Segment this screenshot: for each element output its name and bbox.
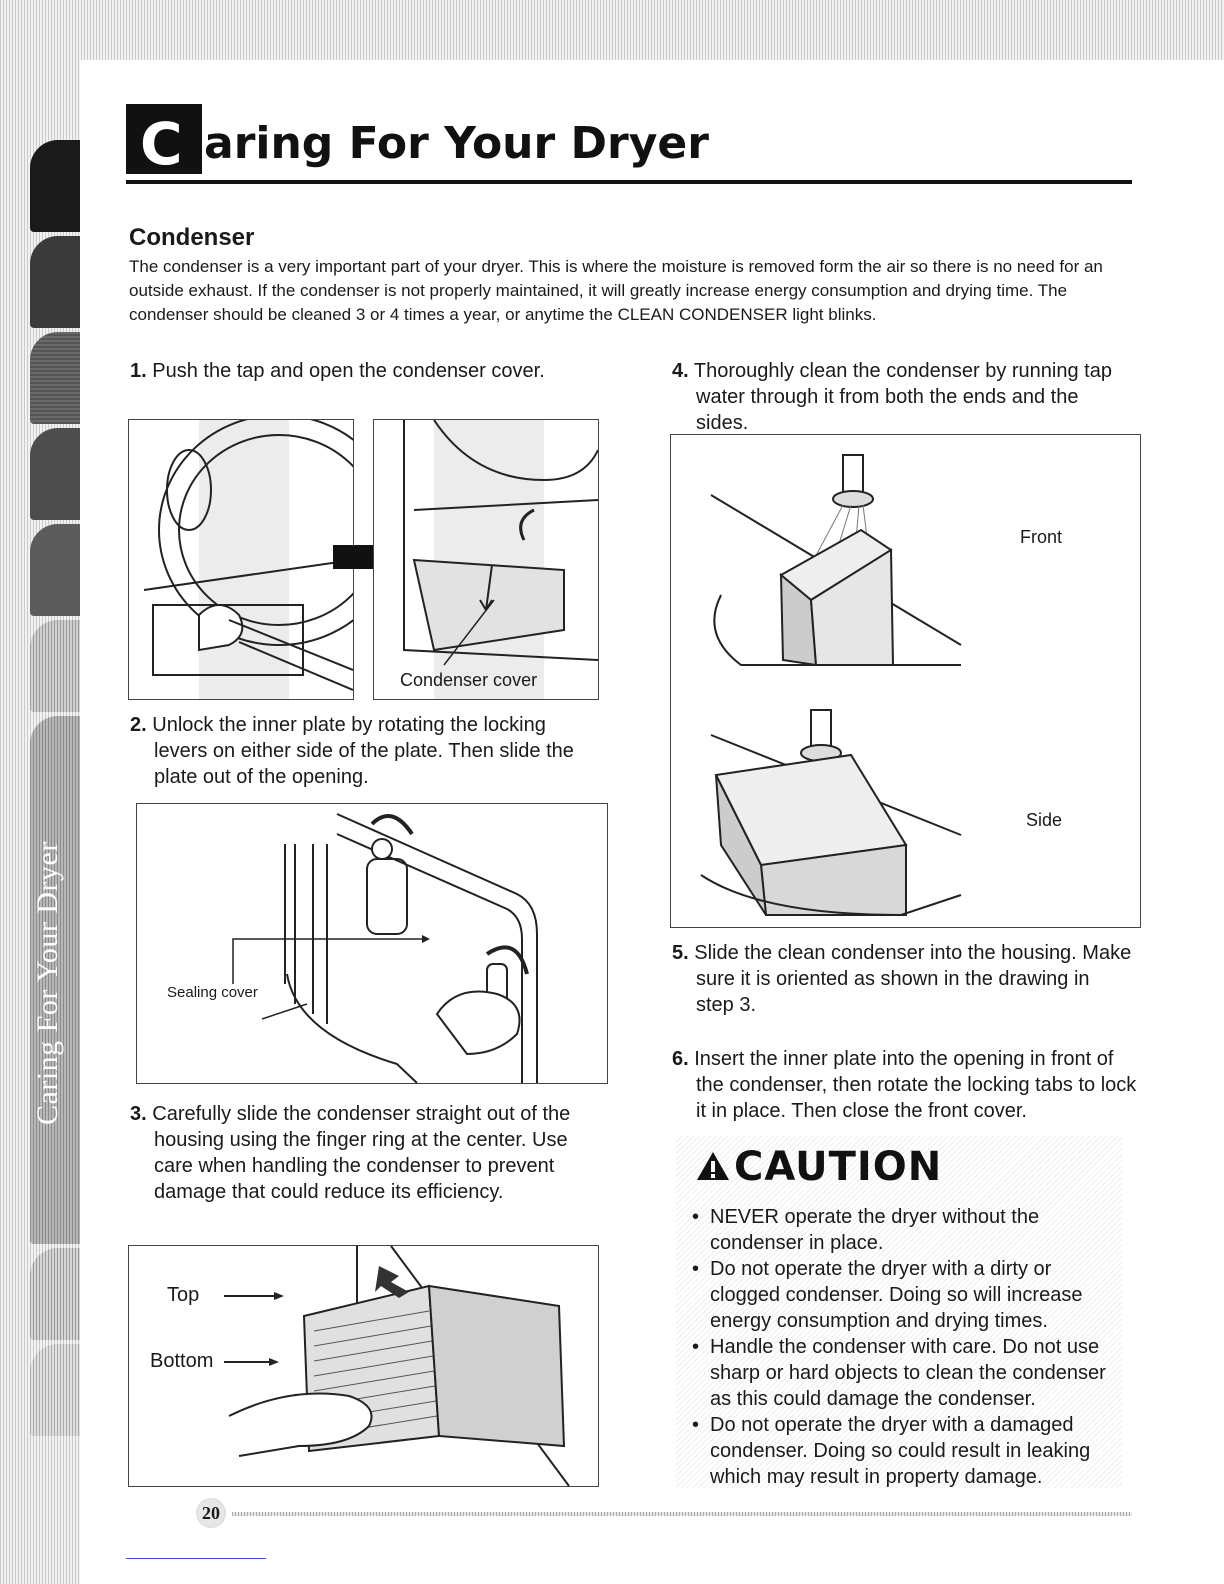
step-text: Insert the inner plate into the opening in front of the condenser, then rotate the locking tabs to lock it in place. Then close the front cover. bbox=[694, 1048, 1137, 1122]
title-initial: C bbox=[140, 110, 183, 178]
title-text: aring For Your Dryer bbox=[204, 118, 709, 169]
figure-condenser-cleaning bbox=[670, 434, 1141, 928]
caution-item: • Do not operate the dryer with a damaged condenser. Doing so could result in leaking which may result in property damage. bbox=[688, 1412, 1118, 1490]
step-5 bbox=[672, 940, 1132, 1018]
caution-list bbox=[688, 1204, 1118, 1490]
footer-link-underline bbox=[126, 1558, 266, 1559]
caution-item: • Do not operate the dryer with a dirty or clogged condenser. Doing so will increase energy consumption and drying times. bbox=[688, 1256, 1118, 1334]
caution-item: • NEVER operate the dryer without the condenser in place. bbox=[688, 1204, 1118, 1256]
section-tab-2[interactable] bbox=[30, 236, 80, 328]
section-intro: The condenser is a very important part of your dryer. This is where the moisture is removed form the air so there is no need for an outside exhaust. If the condenser is not properly maintained, it will greatly increase energy consumption and drying time. The condenser should be cleaned 3 or 4 times a year, or anytime the CLEAN CONDENSER light blinks. bbox=[129, 257, 1103, 324]
caution-item: • Handle the condenser with care. Do not use sharp or hard objects to clean the condenser as this could damage the condenser. bbox=[688, 1334, 1118, 1412]
caution-title: CAUTION bbox=[734, 1144, 943, 1190]
caution-heading bbox=[696, 1144, 942, 1190]
section-tab-5[interactable] bbox=[30, 524, 80, 616]
step-2 bbox=[130, 712, 600, 790]
inner-plate-illustration bbox=[137, 804, 607, 1083]
figure-condenser-removal bbox=[128, 1245, 599, 1487]
step-number: 4. bbox=[672, 360, 689, 382]
section-tab-9[interactable] bbox=[30, 1344, 80, 1436]
step-text: Slide the clean condenser into the housing. Make sure it is oriented as shown in the drawing in step 3. bbox=[694, 942, 1132, 1016]
section-tab-6[interactable] bbox=[30, 620, 80, 712]
caution-box bbox=[676, 1136, 1122, 1488]
condenser-cover-label: Condenser cover bbox=[400, 670, 538, 690]
section-heading: Condenser bbox=[129, 224, 255, 251]
figure-inner-plate bbox=[136, 803, 608, 1084]
step-6 bbox=[672, 1046, 1142, 1124]
section-tab-3[interactable] bbox=[30, 332, 80, 424]
sealing-cover-label: Sealing cover bbox=[167, 984, 258, 1001]
bottom-label: Bottom bbox=[150, 1350, 214, 1372]
step-3 bbox=[130, 1101, 610, 1205]
footer-rule bbox=[232, 1512, 1132, 1516]
step-number: 3. bbox=[130, 1103, 147, 1125]
section-tab-8[interactable] bbox=[30, 1248, 80, 1340]
front-label: Front bbox=[1020, 527, 1063, 547]
side-view-label: Side bbox=[1026, 810, 1063, 830]
condenser-cover-illustration bbox=[374, 420, 598, 699]
step-4 bbox=[672, 358, 1132, 436]
page-frame-top bbox=[0, 0, 1224, 60]
figure-dryer-door bbox=[128, 419, 354, 700]
condenser-cleaning-illustration bbox=[671, 435, 1140, 927]
warning-icon bbox=[696, 1150, 730, 1182]
section-tab-1[interactable] bbox=[30, 140, 80, 232]
figure-condenser-cover bbox=[373, 419, 599, 700]
step-text: Thoroughly clean the condenser by running tap water through it from both the ends and the sides. bbox=[693, 360, 1112, 434]
side-tab-label: Caring For Your Dryer bbox=[31, 841, 64, 1125]
step-number: 6. bbox=[672, 1048, 689, 1070]
title-initial-box bbox=[126, 104, 202, 178]
step-number: 1. bbox=[130, 360, 147, 382]
step-1 bbox=[130, 358, 550, 384]
dryer-door-illustration bbox=[129, 420, 353, 699]
step-text: Carefully slide the condenser straight out of the housing using the finger ring at the center. Use care when handling the condenser to prevent damage that could reduce its efficiency. bbox=[152, 1103, 571, 1203]
page-title bbox=[126, 104, 1132, 184]
step-number: 2. bbox=[130, 714, 147, 736]
top-label: Top bbox=[167, 1284, 200, 1306]
page-number: 20 bbox=[196, 1498, 226, 1528]
step-text: Unlock the inner plate by rotating the locking levers on either side of the plate. Then slide the plate out of the opening. bbox=[152, 714, 574, 788]
step-number: 5. bbox=[672, 942, 689, 964]
section-tab-4[interactable] bbox=[30, 428, 80, 520]
step-text: Push the tap and open the condenser cover. bbox=[152, 360, 545, 382]
